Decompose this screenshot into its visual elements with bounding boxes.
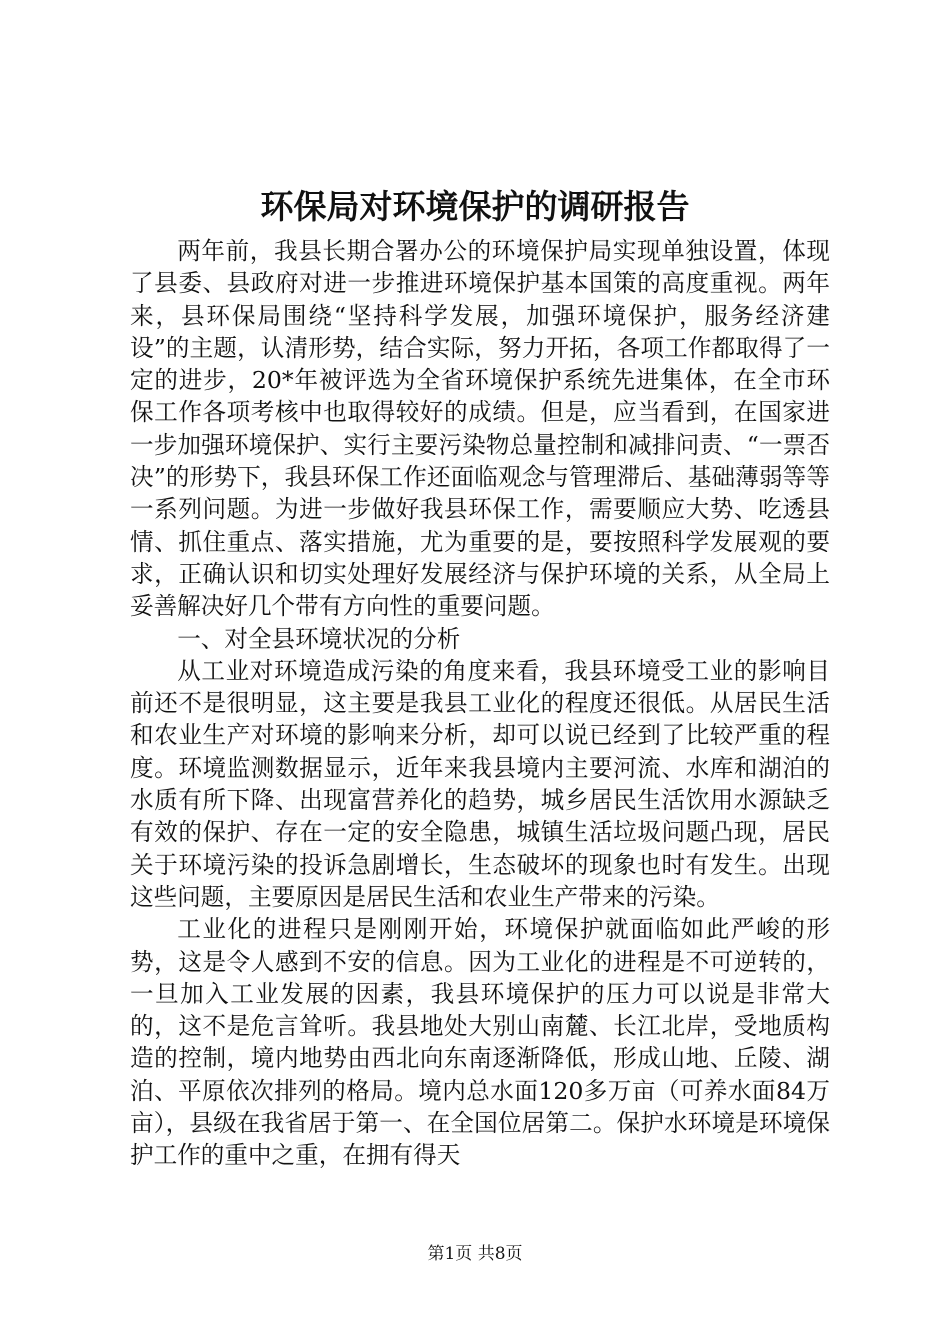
paragraph-industrialization: 工业化的进程只是刚刚开始，环境保护就面临如此严峻的形势，这是令人感到不安的信息。因为工业化的进程是不可逆转的，一旦加入工业发展的因素，我县环境保护的压力可以说是非常大的，这不是危言耸听。我县地处大别山南麓、长江北岸，受地质构造的控制，境内地势由西北向东南逐渐降低，形成山地、丘陵、湖泊、平原依次排列的格局。境内总水面120多万亩（可养水面84万亩），县级在我省居于第一、在全国位居第二。保护水环境是环境保护工作的重中之重，在拥有得天 [130,915,830,1170]
page-number-footer: 第1页 共8页 [427,1244,523,1264]
paragraph-intro: 两年前，我县长期合署办公的环境保护局实现单独设置，体现了县委、县政府对进一步推进环境保护基本国策的高度重视。两年来，县环保局围绕“坚持科学发展，加强环境保护，服务经济建设”的主题，认清形势，结合实际，努力开拓，各项工作都取得了一定的进步，20*年被评选为全省环境保护系统先进集体，在全市环保工作各项考核中也取得较好的成绩。但是，应当看到，在国家进一步加强环境保护、实行主要污染物总量控制和减排问责、“一票否决”的形势下，我县环保工作还面临观念与管理滞后、基础薄弱等等一系列问题。为进一步做好我县环保工作，需要顺应大势、吃透县情、抓住重点、落实措施，尤为重要的是，要按照科学发展观的要求，正确认识和切实处理好发展经济与保护环境的关系，从全局上妥善解决好几个带有方向性的重要问题。 [130,237,830,621]
document-title: 环保局对环境保护的调研报告 [260,187,690,226]
document-body [130,235,830,1172]
paragraph-analysis: 从工业对环境造成污染的角度来看，我县环境受工业的影响目前还不是很明显，这主要是我县工业化的程度还很低。从居民生活和农业生产对环境的影响来分析，却可以说已经到了比较严重的程度。环境监测数据显示，近年来我县境内主要河流、水库和湖泊的水质有所下降、出现富营养化的趋势，城乡居民生活饮用水源缺乏有效的保护、存在一定的安全隐患，城镇生活垃圾问题凸现，居民关于环境污染的投诉急剧增长，生态破坏的现象也时有发生。出现这些问题，主要原因是居民生活和农业生产带来的污染。 [130,656,830,911]
section-heading: 一、对全县环境状况的分析 [177,624,461,653]
